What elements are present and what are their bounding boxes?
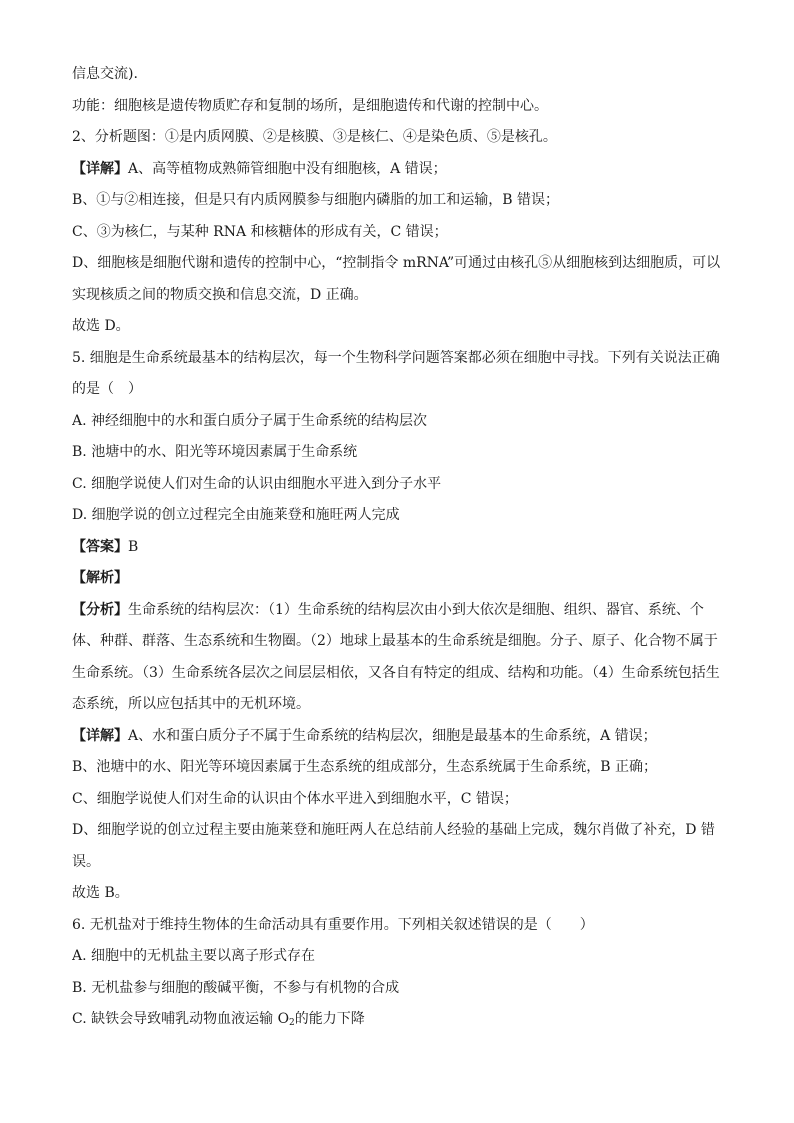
analyze-tag: 【分析】: [72, 602, 128, 618]
option-b: B. 无机盐参与细胞的酸碱平衡，不参与有机物的合成: [72, 980, 400, 996]
line-text: 的能力下降: [294, 1011, 365, 1027]
text-line: [72, 600, 722, 620]
answer-tag: 【答案】: [72, 539, 128, 555]
text-line: C、细胞学说使人们对生命的认识由个体水平进入到细胞水平，C 错误；: [72, 791, 518, 807]
line-text: C. 缺铁会导致哺乳动物血液运输 O: [72, 1011, 290, 1027]
text-line: [72, 159, 722, 179]
option-a: A. 神经细胞中的水和蛋白质分子属于生命系统的结构层次: [72, 413, 428, 429]
line-text: 生命系统的结构层次：（1）生命系统的结构层次由小到大依次是细胞、组织、器官、系统、个: [128, 602, 704, 618]
detail-tag: 【详解】: [72, 728, 128, 744]
text-line: 体、种群、群落、生态系统和生物圈。（2）地球上最基本的生命系统是细胞。分子、原子、化合物不属于: [72, 633, 718, 649]
line-text: A、水和蛋白质分子不属于生命系统的结构层次，细胞是最基本的生命系统，A 错误；: [128, 728, 657, 744]
text-line: B、池塘中的水、阳光等环境因素属于生态系统的组成部分，生态系统属于生命系统，B 正确；: [72, 759, 658, 775]
answer-value: B: [128, 539, 139, 555]
option-b: B. 池塘中的水、阳光等环境因素属于生命系统: [72, 444, 358, 460]
text-line: 误。: [72, 854, 100, 870]
detail-tag: 【详解】: [72, 161, 128, 177]
analysis-heading: [72, 568, 722, 588]
option-c: C. 细胞学说使人们对生命的认识由细胞水平进入到分子水平: [72, 476, 442, 492]
text-line: 故选 D。: [72, 318, 130, 334]
text-line: C、③为核仁，与某种 RNA 和核糖体的形成有关，C 错误；: [72, 224, 448, 240]
text-line: D、细胞核是细胞代谢和遗传的控制中心，“控制指令 mRNA”可通过由核孔⑤从细胞核到达细胞质，可以: [72, 255, 721, 271]
text-line: 态系统，所以应包括其中的无机环境。: [72, 696, 310, 712]
option-d: D. 细胞学说的创立过程完全由施莱登和施旺两人完成: [72, 507, 400, 523]
analysis-tag: 【解析】: [72, 570, 128, 586]
text-line: D、细胞学说的创立过程主要由施莱登和施旺两人在总结前人经验的基础上完成，魏尔肖做了补充，D 错: [72, 822, 715, 838]
text-line: 信息交流).: [72, 66, 138, 82]
text-line: [72, 726, 722, 746]
text-line: B、①与②相连接，但是只有内质网膜参与细胞内磷脂的加工和运输，B 错误；: [72, 192, 560, 208]
question-6-stem: 6. 无机盐对于维持生物体的生命活动具有重要作用。下列相关叙述错误的是（ ）: [72, 917, 594, 933]
question-5-stem-cont: 的是（ ）: [72, 381, 142, 397]
text-line: 实现核质之间的物质交换和信息交流，D 正确。: [72, 287, 368, 303]
text-line: 生命系统。（3）生命系统各层次之间层层相依，又各自有特定的组成、结构和功能。（4）生命系统包括生: [72, 665, 720, 681]
text-line: 故选 B。: [72, 885, 129, 901]
line-text: A、高等植物成熟筛管细胞中没有细胞核，A 错误；: [128, 161, 447, 177]
text-line: 功能：细胞核是遗传物质贮存和复制的场所，是细胞遗传和代谢的控制中心。: [72, 98, 548, 114]
answer-line: [72, 537, 722, 557]
option-c: [72, 1009, 722, 1029]
question-5-stem: 5. 细胞是生命系统最基本的结构层次，每一个生物科学问题答案都必须在细胞中寻找。下列有关说法正确: [72, 350, 720, 366]
text-line: 2、分析题图：①是内质网膜、②是核膜、③是核仁、④是染色质、⑤是核孔。: [72, 129, 557, 145]
option-a: A. 细胞中的无机盐主要以离子形式存在: [72, 948, 316, 964]
subscript-2: 2: [289, 1018, 295, 1028]
